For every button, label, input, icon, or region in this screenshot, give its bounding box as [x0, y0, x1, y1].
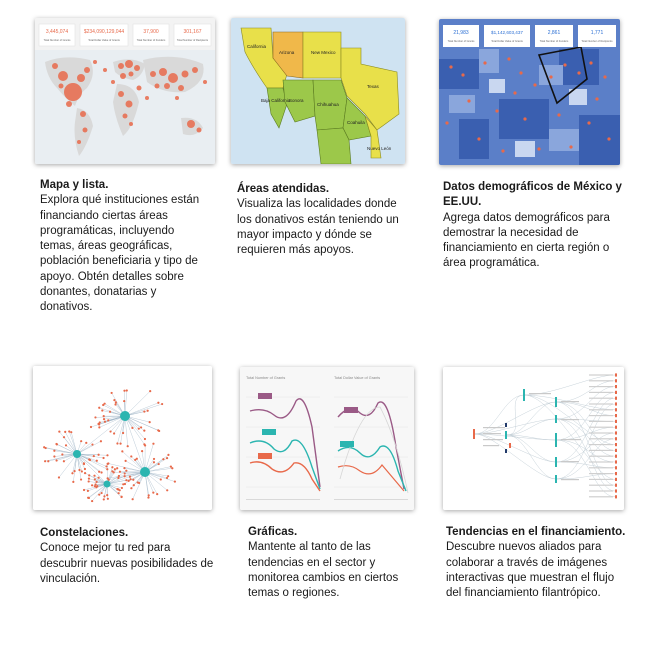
- region-label-baja-california: Baja California: [261, 98, 291, 103]
- network-node: [124, 472, 126, 474]
- network-node: [147, 496, 149, 498]
- network-node: [133, 484, 135, 486]
- network-node: [58, 476, 60, 478]
- stat-label-3: Total Number of Funders: [539, 40, 569, 43]
- region-label-arizona: Arizona: [279, 50, 295, 55]
- stat-value-1: 3,445,074: [45, 29, 69, 35]
- network-node: [161, 403, 163, 405]
- network-node: [129, 476, 131, 478]
- network-node: [129, 478, 131, 480]
- network-hub-node: [120, 411, 130, 421]
- network-node: [88, 474, 90, 476]
- network-node: [125, 479, 127, 481]
- network-hub-node: [104, 481, 111, 488]
- network-hub-node: [73, 450, 81, 458]
- network-node: [107, 477, 109, 479]
- network-node: [167, 475, 169, 477]
- chart-title-right: Total Dollar Value of Grants: [334, 376, 381, 380]
- network-node: [84, 468, 86, 470]
- network-node: [53, 455, 55, 457]
- feature-title: Mapa y lista.: [40, 179, 109, 191]
- network-node: [88, 497, 90, 499]
- network-node: [128, 480, 130, 482]
- network-node: [63, 436, 65, 438]
- network-node: [94, 416, 96, 418]
- region-label-texas: Texas: [367, 84, 379, 89]
- network-thumbnail: [33, 366, 212, 510]
- network-node: [138, 428, 140, 430]
- network-node: [89, 459, 91, 461]
- region-label-coahuila: Coahuila: [347, 120, 365, 125]
- network-node: [83, 489, 85, 491]
- network-node: [64, 431, 66, 433]
- network-node: [93, 455, 95, 457]
- network-node: [158, 430, 160, 432]
- demographic-map-graphic: [439, 19, 620, 165]
- stat-box-1: [443, 25, 479, 47]
- network-node: [174, 480, 176, 482]
- network-node: [157, 402, 159, 404]
- network-node: [103, 498, 105, 500]
- network-node: [143, 430, 145, 432]
- network-node: [141, 450, 143, 452]
- stat-value-2: $1,142,603,437: [491, 30, 523, 35]
- stat-value-3: 37,900: [143, 29, 159, 35]
- network-node: [116, 488, 118, 490]
- network-node: [97, 454, 99, 456]
- network-node: [156, 493, 158, 495]
- network-node: [144, 438, 146, 440]
- stat-box-3: [133, 24, 169, 46]
- network-node: [61, 453, 63, 455]
- stat-value-4: 301,167: [183, 29, 202, 35]
- network-node: [114, 468, 116, 470]
- stat-label-2: Total Dollar Value of Grants: [88, 39, 120, 42]
- stat-label-1: Total Number of Grants: [447, 40, 475, 43]
- network-node: [116, 467, 118, 469]
- feature-description: Descubre nuevos aliados para colaborar a través de imágenes interactivas que muestran el flujo del financiamiento filantrópico.: [446, 541, 615, 600]
- flow-recipient-node: [615, 420, 617, 423]
- network-node: [103, 415, 105, 417]
- network-node: [111, 466, 113, 468]
- network-node: [104, 403, 106, 405]
- stat-value-3: 2,861: [547, 30, 561, 36]
- network-node: [73, 470, 75, 472]
- border-map-thumbnail: [231, 18, 405, 164]
- flow-recipient-node: [615, 379, 617, 382]
- network-node: [107, 463, 109, 465]
- network-node: [55, 443, 57, 445]
- network-node: [158, 463, 160, 465]
- flow-recipient-node: [615, 484, 617, 487]
- border-map-graphic: [231, 18, 405, 164]
- network-node: [127, 445, 129, 447]
- network-node: [120, 496, 122, 498]
- feature-description: Conoce mejor tu red para descubrir nuevas posibilidades de vinculación.: [40, 542, 214, 585]
- charts-thumbnail: [240, 367, 414, 510]
- network-node: [123, 467, 125, 469]
- region-label-sonora: Sonora: [289, 98, 304, 103]
- network-node: [166, 489, 168, 491]
- network-node: [71, 472, 73, 474]
- network-node: [147, 410, 149, 412]
- network-node: [113, 432, 115, 434]
- network-node: [121, 450, 123, 452]
- network-node: [137, 481, 139, 483]
- network-node: [70, 431, 72, 433]
- network-node: [106, 468, 108, 470]
- network-node: [98, 494, 100, 496]
- flow-recipient-node: [615, 449, 617, 452]
- network-node: [136, 458, 138, 460]
- network-node: [105, 465, 107, 467]
- network-node: [121, 487, 123, 489]
- network-node: [65, 444, 67, 446]
- network-node: [100, 471, 102, 473]
- network-node: [80, 440, 82, 442]
- world-map-graphic: [35, 18, 215, 164]
- network-node: [83, 462, 85, 464]
- network-node: [130, 455, 132, 457]
- network-node: [96, 485, 98, 487]
- network-node: [44, 460, 46, 462]
- feature-description: Agrega datos demográficos para demostrar la necesidad de financiamiento en cierta región o área programática.: [443, 211, 610, 270]
- feature-description: Explora qué instituciones están financiando ciertas áreas programáticas, incluyendo temas, áreas geográficas, población beneficiaria y tipo de apoyo. Obtén detalles sobre donantes, donatarias y donativos.: [40, 194, 200, 314]
- flow-recipient-node: [615, 437, 617, 440]
- feature-description: Visualiza las localidades donde los donativos están teniendo un mayor impacto y dónde se requieren más apoyos.: [237, 198, 399, 257]
- feature-description: Mantente al tanto de las tendencias en el sector y monitorea cambios en ciertos temas o regiones.: [248, 541, 399, 600]
- network-node: [166, 457, 168, 459]
- network-node: [118, 492, 120, 494]
- network-node: [100, 492, 102, 494]
- network-node: [104, 421, 106, 423]
- network-node: [170, 466, 172, 468]
- network-node: [109, 430, 111, 432]
- network-node: [152, 491, 154, 493]
- network-node: [119, 471, 121, 473]
- region-label-new-mexico: New Mexico: [311, 50, 336, 55]
- stat-label-4: Total Number of Recipients: [581, 40, 613, 43]
- flow-recipient-node: [615, 431, 617, 434]
- network-node: [87, 490, 89, 492]
- flow-recipient-node: [615, 472, 617, 475]
- flow-recipient-node: [615, 426, 617, 429]
- flow-recipient-node: [615, 478, 617, 481]
- network-node: [99, 421, 101, 423]
- network-node: [140, 426, 142, 428]
- network-node: [126, 389, 128, 391]
- network-node: [95, 481, 97, 483]
- network-node: [91, 484, 93, 486]
- network-node: [107, 419, 109, 421]
- network-node: [106, 454, 108, 456]
- stat-value-1: 21,983: [453, 30, 469, 36]
- network-node: [167, 454, 169, 456]
- network-node: [130, 487, 132, 489]
- feature-title: Datos demográficos de México y EE.UU.: [443, 181, 622, 209]
- feature-caption-tendencias: [446, 525, 626, 601]
- network-node: [68, 430, 70, 432]
- network-node: [149, 390, 151, 392]
- network-node: [97, 477, 99, 479]
- network-node: [106, 494, 108, 496]
- region-label-nuevo-leon: Nuevo León: [367, 146, 392, 151]
- network-node: [94, 483, 96, 485]
- network-node: [102, 457, 104, 459]
- network-node: [119, 443, 121, 445]
- stat-label-3: Total Number of Funders: [136, 39, 166, 42]
- network-node: [93, 475, 95, 477]
- stat-box-4: [174, 24, 211, 46]
- flow-recipient-node: [615, 391, 617, 394]
- network-node: [91, 443, 93, 445]
- network-node: [115, 401, 117, 403]
- network-node: [63, 460, 65, 462]
- chart-title-left: Total Number of Grants: [246, 376, 286, 380]
- network-node: [144, 444, 146, 446]
- network-node: [118, 475, 120, 477]
- network-node: [122, 432, 124, 434]
- network-node: [78, 469, 80, 471]
- feature-caption-demograficos: [443, 180, 623, 272]
- network-node: [43, 446, 45, 448]
- stat-box-1: [39, 24, 75, 46]
- network-node: [125, 470, 127, 472]
- network-node: [131, 427, 133, 429]
- network-node: [153, 458, 155, 460]
- network-node: [132, 479, 134, 481]
- network-hub-node: [140, 467, 150, 477]
- network-node: [123, 390, 125, 392]
- stat-label-4: Total Number of Recipients: [176, 39, 209, 42]
- funding-flow-thumbnail: [443, 367, 624, 510]
- network-node: [55, 459, 57, 461]
- feature-caption-graficas: [248, 525, 418, 601]
- network-graphic: [33, 366, 212, 510]
- stat-label-1: Total Number of Grants: [43, 39, 71, 42]
- charts-graphic: [240, 367, 414, 510]
- flow-recipient-node: [615, 443, 617, 446]
- flow-recipient-node: [615, 495, 617, 498]
- flow-recipient-node: [615, 460, 617, 463]
- network-node: [162, 458, 164, 460]
- network-node: [119, 489, 121, 491]
- network-node: [143, 410, 145, 412]
- network-node: [72, 481, 74, 483]
- stat-box-4: [578, 25, 616, 47]
- network-node: [100, 440, 102, 442]
- feature-title: Gráficas.: [248, 526, 298, 538]
- network-node: [98, 471, 100, 473]
- network-node: [85, 442, 87, 444]
- network-node: [111, 392, 113, 394]
- network-node: [125, 460, 127, 462]
- network-node: [98, 426, 100, 428]
- network-node: [88, 480, 90, 482]
- network-node: [109, 411, 111, 413]
- network-node: [123, 400, 125, 402]
- flow-recipient-node: [615, 373, 617, 376]
- feature-title: Tendencias en el financiamiento.: [446, 526, 626, 538]
- feature-title: Constelaciones.: [40, 527, 129, 539]
- feature-title: Áreas atendidas.: [237, 183, 330, 195]
- network-node: [149, 421, 151, 423]
- network-node: [98, 407, 100, 409]
- network-node: [47, 460, 49, 462]
- feature-caption-constelaciones: [40, 526, 215, 587]
- network-node: [111, 470, 113, 472]
- flow-recipient-node: [615, 408, 617, 411]
- network-node: [94, 478, 96, 480]
- stat-value-2: $234,090,129,044: [83, 29, 125, 35]
- feature-caption-mapa: [40, 178, 210, 316]
- flow-recipient-node: [615, 402, 617, 405]
- network-node: [148, 494, 150, 496]
- flow-recipient-node: [615, 414, 617, 417]
- stat-label-2: Total Dollar Value of Grants: [491, 40, 523, 43]
- stat-box-3: [535, 25, 573, 47]
- world-map-thumbnail: [35, 18, 215, 164]
- network-node: [90, 426, 92, 428]
- network-node: [160, 478, 162, 480]
- demographic-map-thumbnail: [439, 19, 620, 165]
- network-node: [116, 442, 118, 444]
- network-node: [98, 423, 100, 425]
- network-node: [113, 399, 115, 401]
- stat-value-4: 1,771: [590, 30, 604, 36]
- flow-recipient-node: [615, 489, 617, 492]
- network-node: [58, 431, 60, 433]
- region-label-chihuahua: Chihuahua: [317, 102, 339, 107]
- network-node: [80, 478, 82, 480]
- feature-caption-areas: [237, 182, 401, 258]
- network-node: [103, 418, 105, 420]
- network-node: [101, 409, 103, 411]
- stat-box-2: [484, 25, 530, 47]
- network-node: [84, 472, 86, 474]
- network-node: [117, 477, 119, 479]
- region-label-california: California: [247, 44, 267, 49]
- flow-recipient-node: [615, 385, 617, 388]
- network-node: [124, 475, 126, 477]
- network-node: [88, 478, 90, 480]
- network-node: [96, 460, 98, 462]
- network-node: [103, 495, 105, 497]
- flow-recipient-node: [615, 455, 617, 458]
- network-node: [152, 443, 154, 445]
- network-node: [53, 450, 55, 452]
- network-node: [81, 470, 83, 472]
- flow-recipient-node: [615, 397, 617, 400]
- flow-recipient-node: [615, 466, 617, 469]
- network-node: [91, 500, 93, 502]
- network-node: [153, 461, 155, 463]
- stat-box-2: [80, 24, 128, 46]
- network-node: [107, 498, 109, 500]
- network-node: [132, 498, 134, 500]
- funding-flow-graphic: [443, 367, 624, 510]
- network-node: [124, 483, 126, 485]
- network-node: [114, 403, 116, 405]
